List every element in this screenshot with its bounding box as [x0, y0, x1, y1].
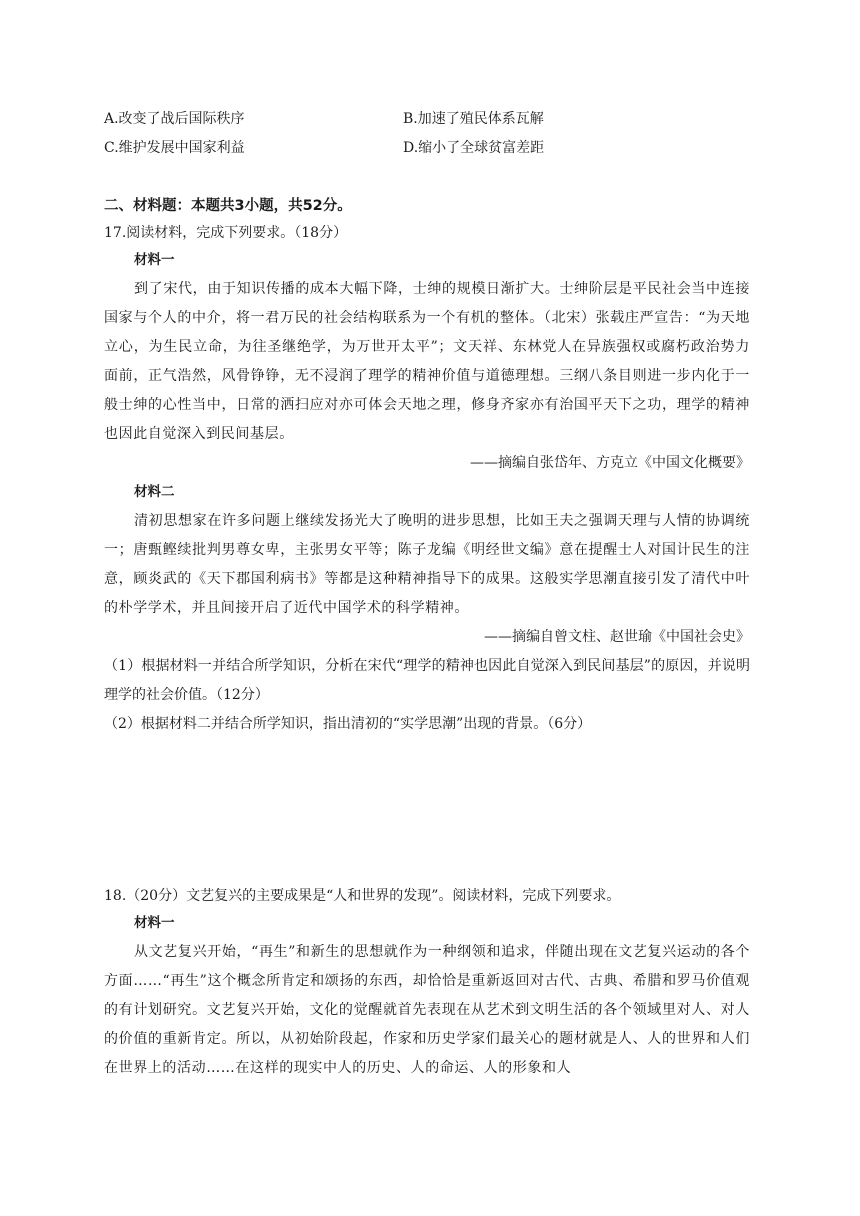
material-1-source: ——摘编自张岱年、方克立《中国文化概要》: [470, 455, 750, 471]
question-17: [104, 220, 750, 739]
options-row: [104, 132, 764, 161]
option-b: B.加速了殖民体系瓦解: [403, 110, 544, 127]
options-row: [104, 103, 764, 132]
choice-options: [104, 103, 764, 161]
requirement-1: （1）根据材料一并结合所学知识，分析在宋代“理学的精神也因此自觉深入到民间基层”的原因，并说明理学的社会价值。（12分）: [104, 658, 750, 703]
material-2-text: 清初思想家在许多问题上继续发扬光大了晚明的进步思想，比如王夫之强调天理与人情的协调统一；唐甄鲣续批判男尊女卑，主张男女平等；陈子龙编《明经世文编》意在提醒士人对国计民生的注意，顾炎武的《天下郡国利病书》等都是这种精神指导下的成果。这般实学思潮直接引发了清代中叶的朴学学术，并且间接开启了近代中国学术的科学精神。: [104, 513, 750, 616]
material-2-source: ——摘编自曾文柱、赵世瑜《中国社会史》: [484, 629, 750, 645]
material-2-title: 材料二: [134, 484, 175, 500]
option-d: D.缩小了全球贫富差距: [403, 139, 545, 156]
section-title: 二、材料题：本题共3小题，共52分。: [104, 198, 352, 214]
material-1-title: 材料一: [134, 915, 175, 931]
requirement-2: （2）根据材料二并结合所学知识，指出清初的“实学思潮”出现的背景。（6分）: [104, 716, 592, 732]
option-c: C.维护发展中国家利益: [104, 139, 245, 156]
question-17-heading: 17.阅读材料，完成下列要求。（18分）: [104, 225, 348, 241]
material-1-text: 从文艺复兴开始，“再生”和新生的思想就作为一种纲领和追求，伴随出现在文艺复兴运动的各个方面……“再生”这个概念所肯定和颂扬的东西，却恰恰是重新返回对古代、古典、希腊和罗马价值观的有计划研究。文艺复兴开始，文化的觉醒就首先表现在从艺术到文明生活的各个领域里对人、对人的价值的重新肯定。所以，从初始阶段起，作家和历史学家们最关心的题材就是人、人的世界和人们在世界上的活动……在这样的现实中人的历史、人的命运、人的形象和人: [104, 944, 750, 1076]
material-1-title: 材料一: [134, 252, 175, 268]
material-1-text: 到了宋代，由于知识传播的成本大幅下降，士绅的规模日渐扩大。士绅阶层是平民社会当中连接国家与个人的中介，将一君万民的社会结构联系为一个有机的整体。（北宋）张载庄严宣告：“为天地立心，为生民立命，为往圣继绝学，为万世开太平”；文天祥、东林党人在异族强权或腐朽政治势力面前，正气浩然，风骨铮铮，无不浸润了理学的精神价值与道德理想。三纲八条目则进一步内化于一般士绅的心性当中，日常的洒扫应对亦可体会天地之理，修身齐家亦有治国平天下之功，理学的精神也因此自觉深入到民间基层。: [104, 281, 750, 442]
question-18: [104, 883, 750, 1083]
question-18-heading: 18.（20分）文艺复兴的主要成果是“人和世界的发现”。阅读材料，完成下列要求。: [104, 888, 621, 904]
option-a: A.改变了战后国际秩序: [104, 110, 245, 127]
